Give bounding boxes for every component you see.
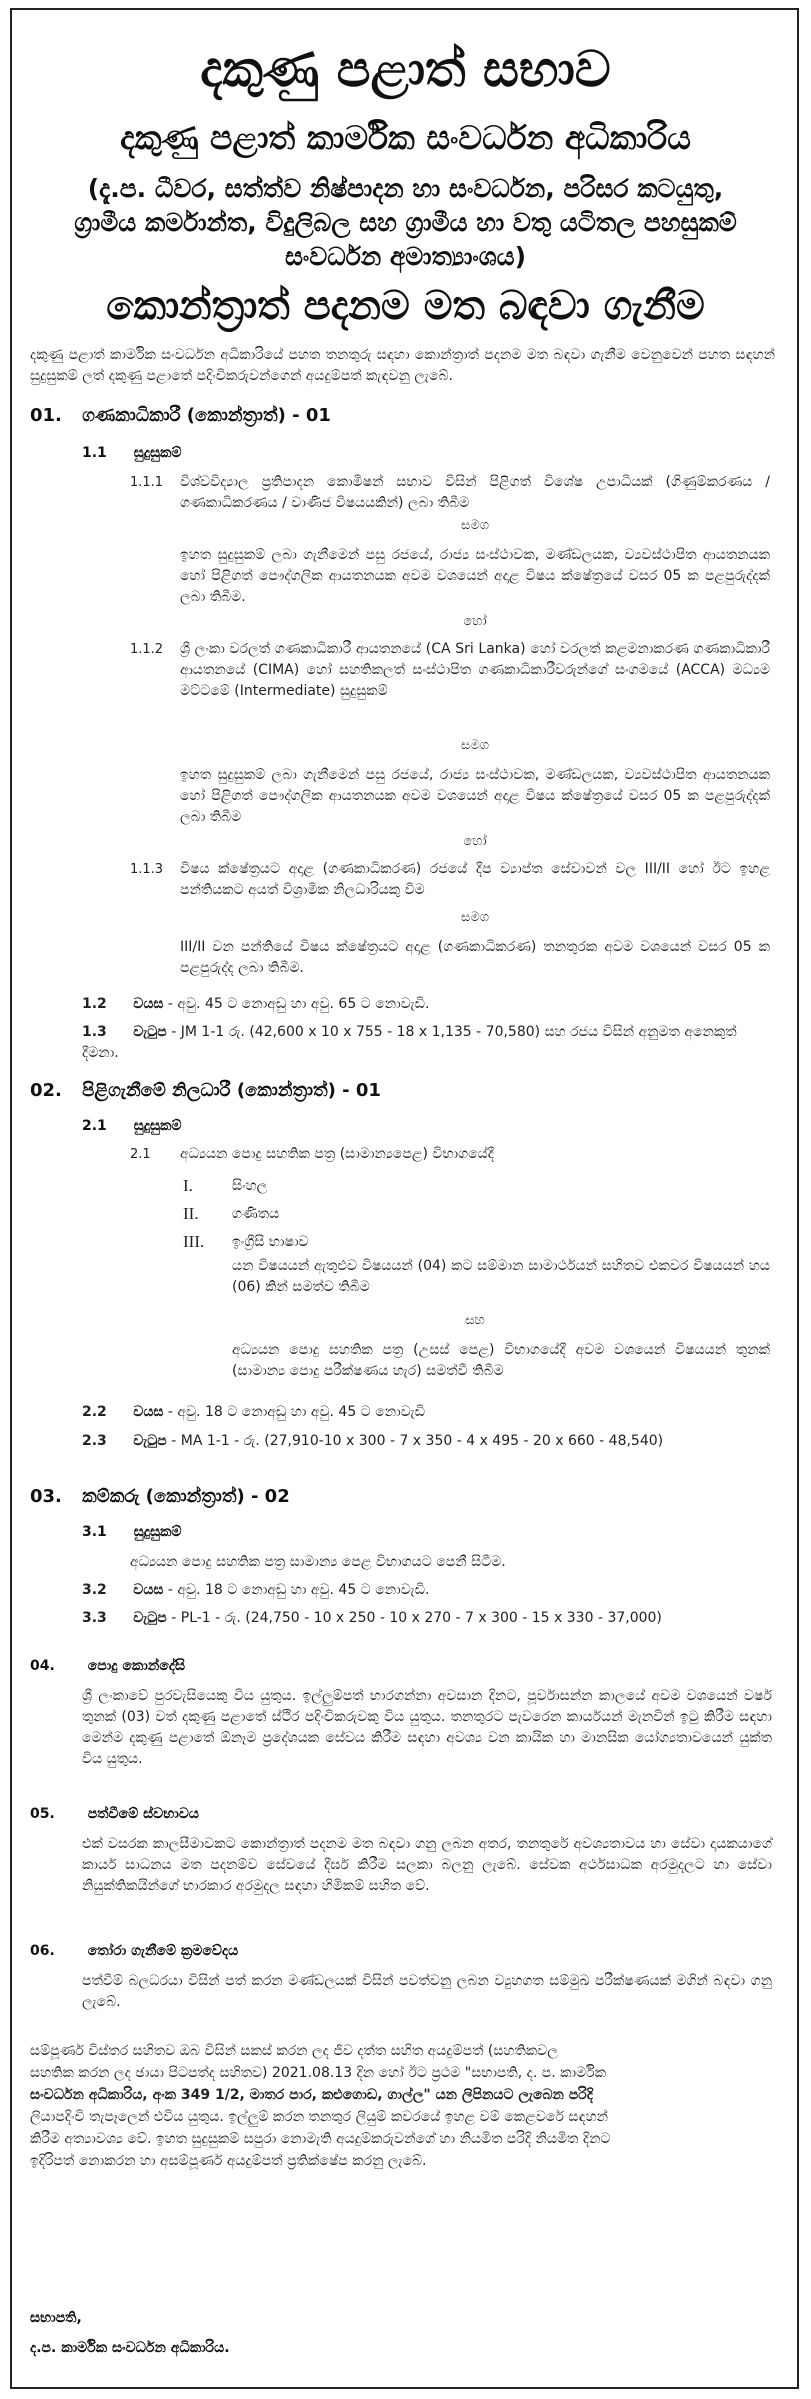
item-1-1-2-experience: ඉහත සුදුසුකම් ලබා ගැනීමෙන් පසු රජයේ, රාජ්‍ය සංස්ථාවක, මණ්ඩලයක, ව්‍යවස්ථාපිත ආයතනයක හෝ පිළිගත් පෞද්ගලික ආයතනයක අවම වශයෙන් අදාළ විෂය ක්ෂේත්‍රයේ වසර 05 ක පළපුරුද්දක් ලබා තිබීම	[180, 767, 770, 825]
ministry-line-2: ග්‍රාමීය කර්මාන්ත, විදුලිබල සහ ග්‍රාමීය හා වතු යටිතල පහසුකම්	[74, 208, 737, 237]
item-1-1-3-text: විෂය ක්ෂේත්‍රයට අදාළ (ගණකාධිකරණ) රජයේ දීප ව්‍යාප්ත සේවාවන් වල III/II හෝ ඊට ඉහළ පන්තියකට අයත් විශ්‍රාමික නිලධාරියකු විම	[180, 861, 770, 898]
qualifications-3-title: සුදුසුකම්	[133, 1524, 182, 1540]
or-separator-1: හෝ	[463, 614, 487, 629]
section-4-heading	[30, 1658, 185, 1674]
item-1-1-3-experience: III/II වන පන්තියේ විෂය ක්ෂේත්‍රයට අදාළ (ගණකාධිකරණ) තනතුරක අවම වශයෙන් වසර 05 ක පළපුරුද්ද ලබා තිබීම.	[180, 939, 770, 976]
section-5-heading	[30, 1806, 199, 1822]
salary-1-row	[82, 1022, 772, 1064]
item-2-1-number: 2.1	[130, 1147, 151, 1162]
closing-line-1: සම්පූර්ණ විස්තර සහිතව ඔබ විසින් සකස් කරන ලද ජීව දත්ත සහිත අයදුම්පත් (සහතිකවල	[30, 2043, 558, 2059]
closing-paragraph	[30, 2040, 780, 2172]
section-2-title: පිළිගැනීමේ නිලධාරී (කොන්ත්‍රාත්) - 01	[82, 1080, 381, 1101]
closing-line-5: කිරීම අත්‍යාවශ්‍ය වේ. ඉහත සුදුසුකම් සපුරා නොමැති අයදුම්කරුවන්ගේ හා නියමිත පරිදි නියමිත දිනට	[30, 2131, 611, 2147]
qualifications-1-number: 1.1	[82, 445, 107, 461]
section-5-number: 05.	[30, 1806, 55, 1822]
age-1-label: වයස	[133, 996, 164, 1012]
item-1-1-2-and: සමග	[461, 738, 489, 753]
salary-2-number: 2.3	[82, 1433, 107, 1449]
section-4-number: 04.	[30, 1658, 55, 1674]
item-1-1-2-text: ශ්‍රී ලංකා වරලත් ගණකාධිකාරී ආයතනයේ (CA Sri Lanka) හෝ වරලත් කළමනාකරණ ගණකාධිකාරී ආයතනයේ (CIMA) හෝ සහතිකලත් සංස්ථාපිත ගණකාධිකාරීවරුන්ගේ සංගමයේ (ACCA) මධ්‍යම මට්ටමේ (Intermediate) සුදුසුකම්	[180, 641, 770, 699]
section-1-title: ගණකාධිකාරී (කොන්ත්‍රාත්) - 01	[82, 405, 331, 426]
section-1-heading	[30, 405, 331, 426]
salary-2-value: - MA 1-1 - රු. (27,910-10 x 300 - 7 x 350 - 4 x 495 - 20 x 660 - 48,540)	[166, 1433, 664, 1449]
item-1-1-3-number: 1.1.3	[130, 862, 164, 877]
item-1-1-1-text: විශ්වවිද්‍යාල ප්‍රතිපාදන කොමිෂන් සභාව විසින් පිළිගත් විශේෂ උපාධියක් (ගිණුම්කරණය / ගණකාධිකරණය / වාණිජ විෂයයකින්) ලබා තිබීම	[180, 474, 770, 511]
section-6-heading	[30, 1943, 238, 1959]
age-3-label: වයස	[133, 1582, 164, 1598]
and-separator: සහ	[465, 1313, 485, 1328]
salary-3-label: වැටුප	[133, 1610, 167, 1626]
closing-line-3: සංවර්ධන අධිකාරිය, අංක 349 1/2, මාතර පාර, කළුගොඩ, ගාල්ල" යන ලිපිනයට ලැබෙන පරිදි	[30, 2087, 593, 2103]
council-title: දකුණු පළාත් සභාව	[200, 40, 611, 98]
age-1-value: - අවු. 45 ට නොඅඩු හා අවු. 65 ට නොවැඩි.	[163, 996, 430, 1012]
item-2-1-text: අධ්‍යයන පොදු සහතික පත්‍ර (සාමාන්‍යපෙළ) විභාගයේදී	[180, 1146, 494, 1162]
notice-title: කොන්ත්‍රාත් පදනම මත බඳවා ගැනීම	[106, 283, 705, 329]
age-1-number: 1.2	[82, 996, 107, 1012]
salary-2-label: වැටුප	[133, 1433, 167, 1449]
item-1-1-2-number: 1.1.2	[130, 642, 164, 657]
salary-1-label: වැටුප	[133, 1024, 167, 1040]
signature-title: සභාපති,	[30, 2310, 82, 2326]
section-4-text: ශ්‍රී ලංකාවේ පුරවැසියෙකු විය යුතුය. ඉල්ලුම්පත් භාරගන්නා අවසාන දිනට, පූර්වාසන්න කාලයේ අවම වශයෙන් වර්ෂ තුනක් (03) වත් දකුණු පළාතේ ස්ථිර පදිංචිකරුවකු විය යුතුය. තනතුරට පැවරෙන කාර්යයන් මැනවින් ඉටු කිරීම සඳහා මෙන්ම දකුණු පළාතේ ඕනෑම ප්‍රදේශයක සේවය කිරීම සඳහා අවශ්‍ය වන කායික හා මානසික යෝග්‍යතාවයෙන් යුක්ත විය යුතුය.	[82, 1688, 772, 1767]
section-6-title: තෝරා ගැනීමේ ක්‍රමවේදය	[87, 1943, 239, 1959]
section-2-heading	[30, 1080, 381, 1101]
signature-org: ද.ප. කාර්මික සංවර්ධන අධිකාරිය.	[30, 2340, 230, 2356]
qualifications-3-heading	[82, 1524, 181, 1540]
item-1-1-1-and: සමග	[461, 518, 489, 533]
section-6-text: පත්වීම් බලධරයා විසින් පත් කරන මණ්ඩලයක් විසින් පවත්වනු ලබන ව්‍යුහගත සම්මුඛ පරීක්ෂණයක් මගින් බඳවා ගනු ලැබේ.	[82, 1973, 772, 2010]
age-2-row	[82, 1402, 772, 1423]
section-1-number: 01.	[30, 405, 62, 426]
age-2-value: - අවු. 18 ට නොඅඩු හා අවු. 45 ට නොවැඩි	[163, 1404, 426, 1420]
subject-sinhala: සිංහල	[232, 1178, 268, 1194]
closing-line-4: ලියාපදිංචි තැපෑලෙන් එවිය යුතුය. ඉල්ලුම් කරන තනතුර ලියුම් කවරයේ ඉහළ වම් කෙළවරේ සඳහන්	[30, 2109, 608, 2125]
subject-english: ඉංග්‍රීසි භාෂාව	[232, 1234, 309, 1250]
item-1-1-1-experience: ඉහත සුදුසුකම් ලබා ගැනීමෙන් පසු රජයේ, රාජ්‍ය සංස්ථාවක, මණ්ඩලයක, ව්‍යවස්ථාපිත ආයතනයක හෝ පිළිගත් පෞද්ගලික ආයතනයක අවම වශයෙන් අදාළ විෂය ක්ෂේත්‍රයේ වසර 05 ක පළපුරුද්දක් ලබා තිබීම.	[180, 547, 770, 605]
section-6-number: 06.	[30, 1943, 55, 1959]
closing-line-6: ඉදිරිපත් නොකරන හා අසම්පූර්ණ අයදුම්පත් ප්‍රතික්ෂේප කරනු ලැබේ.	[30, 2153, 427, 2169]
authority-title: දකුණු පළාත් කාර්මික සංවර්ධන අධිකාරිය	[120, 118, 691, 157]
salary-3-number: 3.3	[82, 1610, 107, 1626]
qualifications-2-heading	[82, 1118, 181, 1134]
qualifications-1-title: සුදුසුකම්	[133, 445, 182, 461]
ministry-line-1: (දැ.ප. ධීවර, සත්ත්ව නිෂ්පාදන හා සංවර්ධන, පරිසර කටයුතු,	[87, 174, 724, 203]
salary-3-value: - PL-1 - රු. (24,750 - 10 x 250 - 10 x 270 - 7 x 300 - 15 x 330 - 37,000)	[166, 1610, 662, 1626]
roman-2: II.	[183, 1204, 199, 1223]
item-1-1-1-number: 1.1.1	[130, 475, 164, 490]
closing-line-2: සහතික කරන ලද ඡායා පිටපත්ද සහිතව) 2021.08.13 දින හෝ ඊට ප්‍රථම "සභාපති, ද. ප. කාර්මික	[30, 2065, 607, 2081]
age-3-number: 3.2	[82, 1582, 107, 1598]
roman-1: I.	[183, 1176, 193, 1195]
qualifications-1-heading	[82, 445, 181, 461]
qualifications-3-number: 3.1	[82, 1524, 107, 1540]
section-3-heading	[30, 1486, 290, 1507]
salary-1-value: - JM 1-1 රු. (42,600 x 10 x 755 - 18 x 1,135 - 70,580) සහ රජය විසින් අනුමත අනෙකුත් දීමනා.	[82, 1024, 737, 1061]
al-passes-text: අධ්‍යයන පොදු සහතික පත්‍ර (උසස් පෙළ) විභාගයේදී අවම වශයෙන් විෂයයන් තුනක් (සාමාන්‍ය පොදු පරීක්ෂණය හැර) සමත්වී තිබීම	[232, 1342, 770, 1379]
item-1-1-3-and: සමග	[461, 910, 489, 925]
or-separator-2: හෝ	[463, 834, 487, 849]
ministry-line-3: සංවර්ධන අමාත්‍යාංශය)	[284, 242, 527, 271]
section-5-text: එක් වසරක කාලසීමාවකට කොන්ත්‍රාත් පදනම මත බඳවා ගනු ලබන අතර, තනතුරේ අවශ්‍යතාවය හා සේවා දායකයාගේ කාර්ය සාධනය මත පදනම්ව සේවයේ දීර්ඝ කිරීම සලකා බලනු ලැබේ. සේවක අර්ථසාධක අරමුදලට හා සේවා නියුක්තිකයින්ගේ භාරකාර අරමුදල සඳහා හිමිකම් සහිත වේ.	[82, 1836, 772, 1894]
section-4-title: පොදු කොන්දේසි	[87, 1658, 186, 1674]
salary-1-number: 1.3	[82, 1024, 107, 1040]
salary-2-row	[82, 1431, 772, 1452]
age-3-row	[82, 1580, 772, 1601]
age-2-number: 2.2	[82, 1404, 107, 1420]
qualifications-2-number: 2.1	[82, 1118, 107, 1134]
age-2-label: වයස	[133, 1404, 164, 1420]
qualifications-3-text: අධ්‍යයන පොදු සහතික පත්‍ර සාමාන්‍ය පෙළ විභාගයට පෙනී සිටීම.	[130, 1554, 506, 1570]
salary-3-row	[82, 1608, 772, 1629]
qualifications-2-title: සුදුසුකම්	[133, 1118, 182, 1134]
section-3-title: කම්කරු (කොන්ත්‍රාත්) - 02	[82, 1486, 290, 1507]
section-2-number: 02.	[30, 1080, 62, 1101]
subject-maths: ගණිතය	[232, 1206, 280, 1222]
age-3-value: - අවු. 18 ට නොඅඩු හා අවු. 45 ට නොවැඩි.	[163, 1582, 430, 1598]
intro-paragraph: දකුණු පළාත් කාර්මික සංවර්ධන අධිකාරියේ පහත තනතුරු සඳහා කොන්ත්‍රාත් පදනම මත බඳවා ගැනීම වෙනුවෙන් පහත සඳහන් සුදුසුකම් ලත් දකුණු පළාතේ පදිංචිකරුවන්ගෙන් අයදුම්පත් කැඳවනු ලැබේ.	[30, 347, 775, 384]
section-5-title: පත්වීමේ ස්වභාවය	[87, 1806, 199, 1822]
roman-3: III.	[183, 1232, 205, 1251]
section-3-number: 03.	[30, 1486, 62, 1507]
ol-passes-text: යන විෂයයන් ඇතුළුව විෂයයන් (04) කට සම්මාන සාමාර්ථයන් සහිතව එකවර විෂයයන් හය (06) කින් සමත්ව තිබීම	[232, 1258, 770, 1295]
ministry-block	[0, 172, 811, 274]
age-1-row	[82, 994, 772, 1015]
